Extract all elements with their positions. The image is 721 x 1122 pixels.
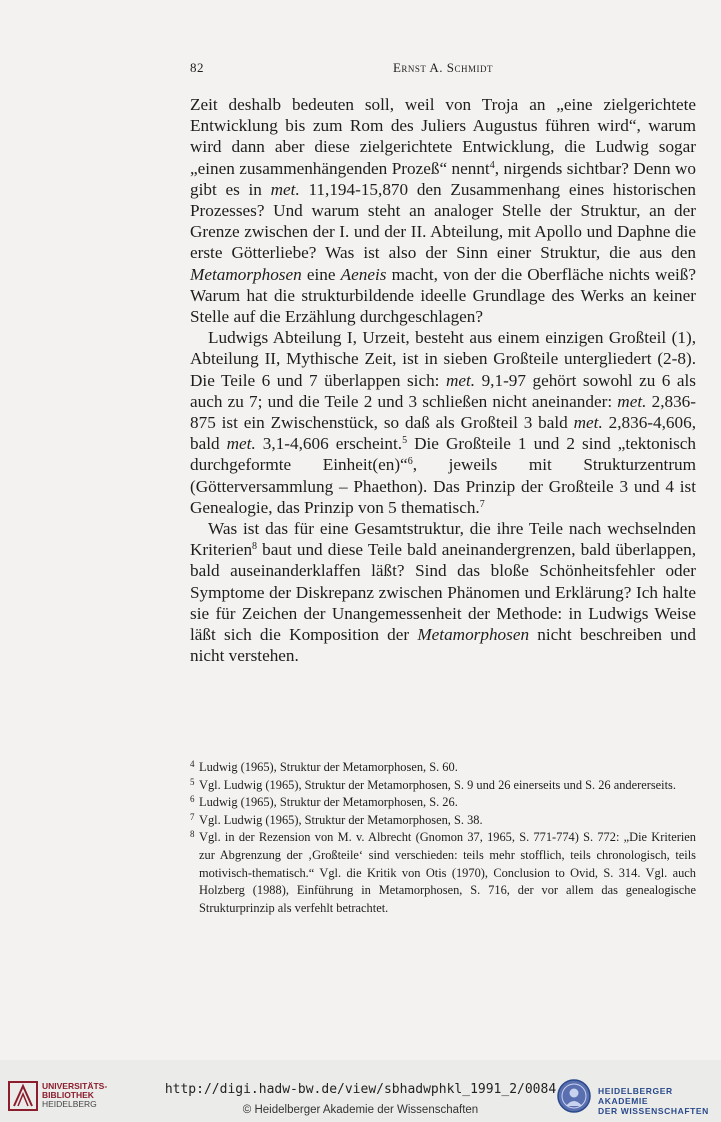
footnote-ref-8: 8 (252, 541, 258, 553)
permalink-url[interactable]: http://digi.hadw-bw.de/view/sbhadwphkl_1991_2/0084 (164, 1082, 557, 1097)
footnote-ref-5: 5 (402, 435, 408, 447)
body-text (190, 94, 696, 666)
academy-name[interactable]: HEIDELBERGER AKADEMIE DER WISSENSCHAFTEN (598, 1086, 709, 1116)
page-number: 82 (190, 60, 204, 75)
academy-seal-icon[interactable] (556, 1078, 592, 1114)
footnote-ref-4: 4 (489, 159, 495, 171)
footnote-4: 4 Ludwig (1965), Struktur der Metamorphosen, S. 60. (190, 759, 458, 774)
university-library-name[interactable]: UNIVERSITÄTS- BIBLIOTHEK HEIDELBERG (42, 1081, 108, 1109)
footnote-ref-7: 7 (479, 498, 485, 510)
footnote-8: 8 Vgl. in der Rezension von M. v. Albrecht (Gnomon 37, 1965, S. 771-774) S. 772: „Die Kriterien zur Abgrenzung der ‚Großteile‘ sind verschieden: teils mehr stofflich, teils chronologisch, teils motivisch-thematisch.“ Vgl. die Kritik von Otis (1970), Conclusion to Ovid, S. 314. Vgl. auch Holzberg (1988), Einführung in Metamorphosen, S. 716, der vor allem das genealogische Strukturprinzip als verfehlt betrachtet. (190, 829, 696, 915)
footnote-5: 5 Vgl. Ludwig (1965), Struktur der Metamorphosen, S. 9 und 26 einerseits und S. 26 andererseits. (190, 776, 676, 792)
footnote-ref-6: 6 (407, 456, 413, 468)
footnotes (190, 759, 696, 917)
paragraph-2: Ludwigs Abteilung I, Urzeit, besteht aus einem einzigen Großteil (1), Abteilung II, Mythische Zeit, ist in sieben Großteile untergliedert (2-8). Die Teile 6 und 7 überlappen sich: met. 9,1-97 gehört sowohl zu 6 als auch zu 7; und die Teile 2 und 3 schließen nicht aneinander: met. 2,836-875 ist ein Zwischenstück, so daß als Großteil 3 bald met. 2,836-4,606, bald met. 3,1-4,606 erscheint.$^5$ Die Großteile 1 und 2 sind „tektonisch durchgeformte Einheit(en)“$^6$, jeweils mit Strukturzentrum (Götterversammlung – Phaethon). Das Prinzip der Großteile 3 und 4 ist Genealogie, das Prinzip von 5 thematisch.$^7$ (190, 328, 697, 517)
paragraph-1: Zeit deshalb bedeuten soll, weil von Troja an „eine zielgerichtete Entwicklung bis zum Rom des Juliers Augustus führen wird“, warum wird dann aber diese zielgerichtete Entwicklung, die Ludwig sogar „einen zusammenhängenden Prozeß“ nennt$^4$, nirgends sichtbar? Denn wo gibt es in met. 11,194-15,870 den Zusammenhang eines historischen Prozesses? Und warum steht an analoger Stelle der Struktur, an der Grenze zwischen der I. und der II. Abteilung, mit Apollo und Daphne die erste Götterliebe? Was ist also der Sinn einer Struktur, die aus den Metamorphosen eine Aeneis macht, von der die Oberfläche nichts weiß? Warum hat die strukturbildende ideelle Grundlage des Werks an keiner Stelle auf die Erzählung durchgeschlagen? (190, 95, 696, 327)
paragraph-3: Was ist das für eine Gesamtstruktur, die ihre Teile nach wechselnden Kriterien$^8$ baut und diese Teile bald aneinandergrenzen, bald überlappen, bald auseinanderklaffen läßt? Sind das bloße Schönheitsfehler oder Symptome der Diskrepanz zwischen Phänomen und Erklärung? Ich halte sie für Zeichen der Unangemessenheit der Methode: in Ludwigs Weise läßt sich die Komposition der Metamorphosen nicht beschreiben und nicht verstehen. (190, 519, 696, 666)
running-head-author: Ernst A. Schmidt (392, 60, 494, 75)
copyright-notice: © Heidelberger Akademie der Wissenschaften (242, 1104, 479, 1116)
footnote-6: 6 Ludwig (1965), Struktur der Metamorphosen, S. 26. (190, 794, 458, 810)
footnote-7: 7 Vgl. Ludwig (1965), Struktur der Metamorphosen, S. 38. (190, 811, 483, 827)
